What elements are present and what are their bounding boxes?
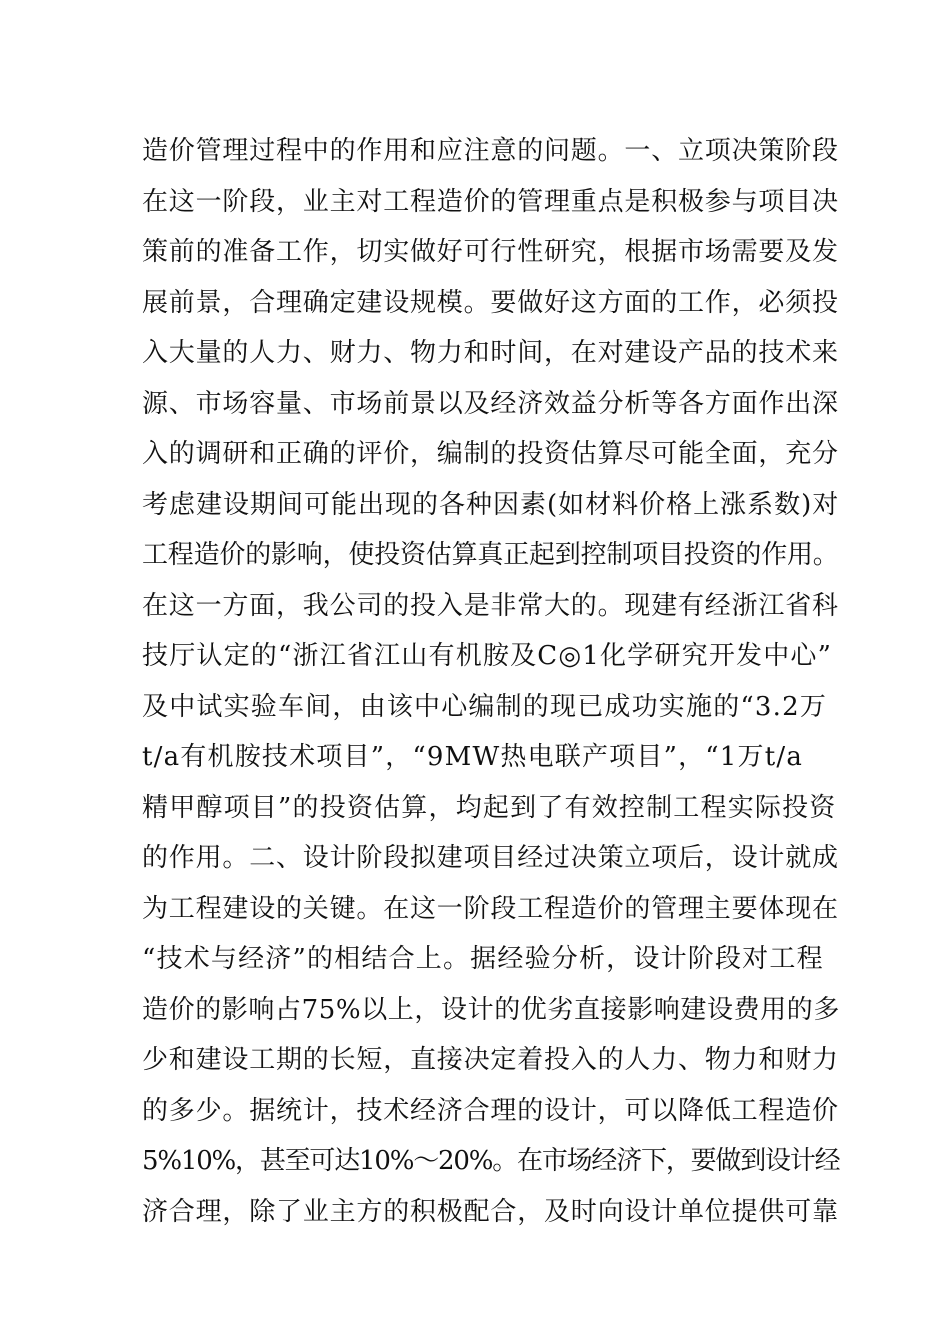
text-line: 在这一方面，我公司的投入是非常大的。现建有经浙江省科 (142, 590, 839, 621)
text-line: 及中试实验车间，由该中心编制的现已成功实施的“3.2万 (142, 691, 828, 722)
text-line: 少和建设工期的长短，直接决定着投入的人力、物力和财力 (142, 1045, 839, 1075)
text-line: 考虑建设期间可能出现的各种因素(如材料价格上涨系数)对 (142, 489, 840, 520)
text-line: 入大量的人力、财力、物力和时间，在对建设产品的技术来 (142, 338, 839, 368)
text-line: 济合理，除了业主方的积极配合，及时向设计单位提供可靠 (142, 1196, 839, 1227)
text-line: 造价管理过程中的作用和应注意的问题。一、立项决策阶段 (142, 136, 839, 166)
text-line: “技术与经济”的相结合上。据经验分析，设计阶段对工程 (142, 944, 824, 974)
text-line: 技厅认定的“浙江省江山有机胺及C◎1化学研究开发中心” (142, 641, 833, 671)
text-line: 精甲醇项目”的投资估算，均起到了有效控制工程实际投资 (142, 792, 837, 823)
text-line: 造价的影响占75%以上，设计的优劣直接影响建设费用的多 (142, 994, 840, 1025)
text-line: 在这一阶段，业主对工程造价的管理重点是积极参与项目决 (142, 186, 839, 217)
body-text (142, 126, 842, 1237)
text-line: 展前景，合理确定建设规模。要做好这方面的工作，必须投 (142, 287, 839, 318)
text-line: 工程造价的影响，使投资估算真正起到控制项目投资的作用。 (142, 540, 839, 570)
text-line: t/a有机胺技术项目”，“9MW热电联产项目”，“1万t/a (142, 742, 804, 772)
text-line: 的多少。据统计，技术经济合理的设计，可以降低工程造价 (142, 1095, 839, 1126)
text-line: 策前的准备工作，切实做好可行性研究，根据市场需要及发 (142, 237, 839, 267)
text-line: 的作用。二、设计阶段拟建项目经过决策立项后，设计就成 (142, 843, 839, 873)
text-line: 为工程建设的关键。在这一阶段工程造价的管理主要体现在 (142, 893, 839, 924)
text-line: 源、市场容量、市场前景以及经济效益分析等各方面作出深 (142, 388, 839, 419)
text-line: 5%10%，甚至可达10%～20%。在市场经济下，要做到设计经 (142, 1146, 840, 1176)
text-line: 入的调研和正确的评价，编制的投资估算尽可能全面，充分 (142, 439, 839, 469)
